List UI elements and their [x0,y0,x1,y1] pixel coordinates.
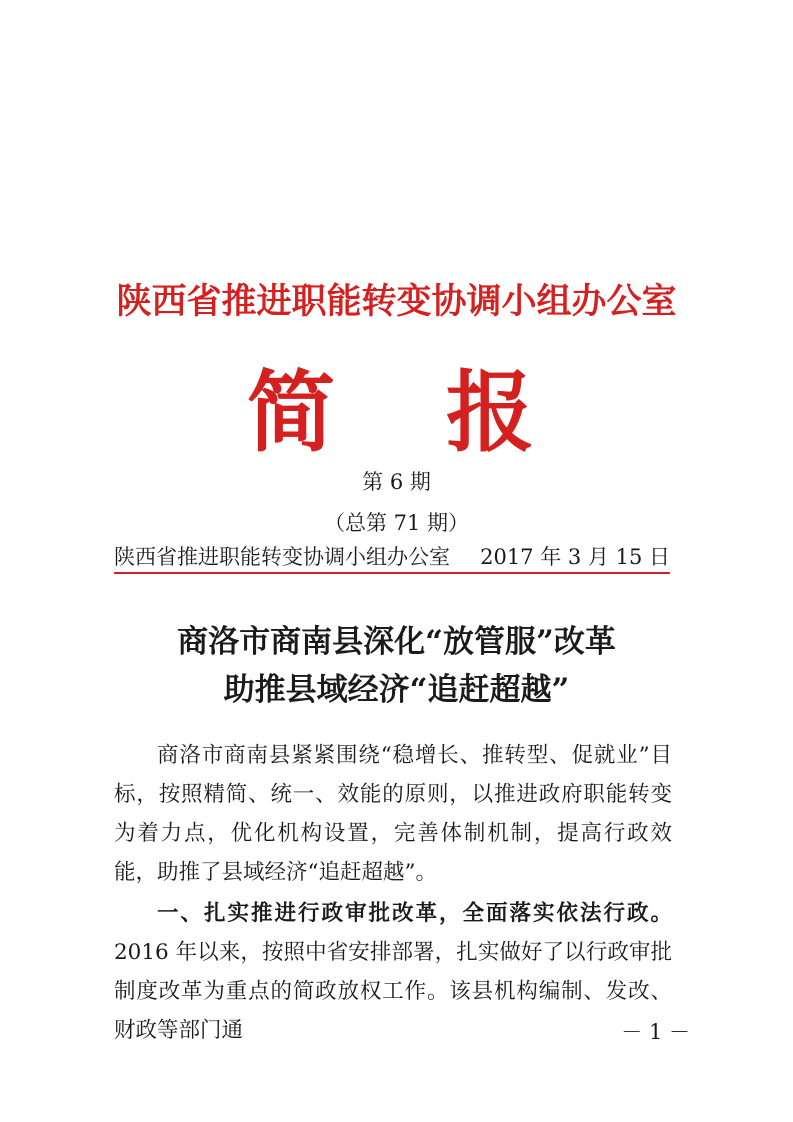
org-header: 陕西省推进职能转变协调小组办公室 [116,281,677,322]
issue-number: 第 6 期 [362,470,431,494]
issuer-name: 陕西省推进职能转变协调小组办公室 [114,545,450,569]
total-issue-number: （总第 71 期） [323,511,470,535]
page-number: － 1 － [621,1020,690,1044]
issue-date: 2017 年 3 月 15 日 [480,545,670,569]
article-headline-line-2: 助推县域经济“追赶超越” [223,672,570,708]
paragraph-intro: 商洛市商南县紧紧围绕“稳增长、推转型、促就业”目标，按照精简、统一、效能的原则，以推进政府职能转变为着力点，优化机构设置，完善体制机制，提高行政效能，助推了县域经济“追赶超越”。 [114,743,672,885]
article-headline-line-1: 商洛市商南县深化“放管服”改革 [177,624,616,660]
doc-title-jian: 简 [247,360,336,464]
red-divider-line [114,572,670,574]
section-one-body: 2016 年以来，按照中省安排部署，扎实做好了以行政审批制度改革为重点的简政放权工作。该县机构编制、发改、财政等部门通 [114,940,672,1043]
doc-title-bao: 报 [446,360,535,464]
section-one-heading: 一、扎实推进行政审批改革，全面落实依法行政。 [157,901,672,926]
